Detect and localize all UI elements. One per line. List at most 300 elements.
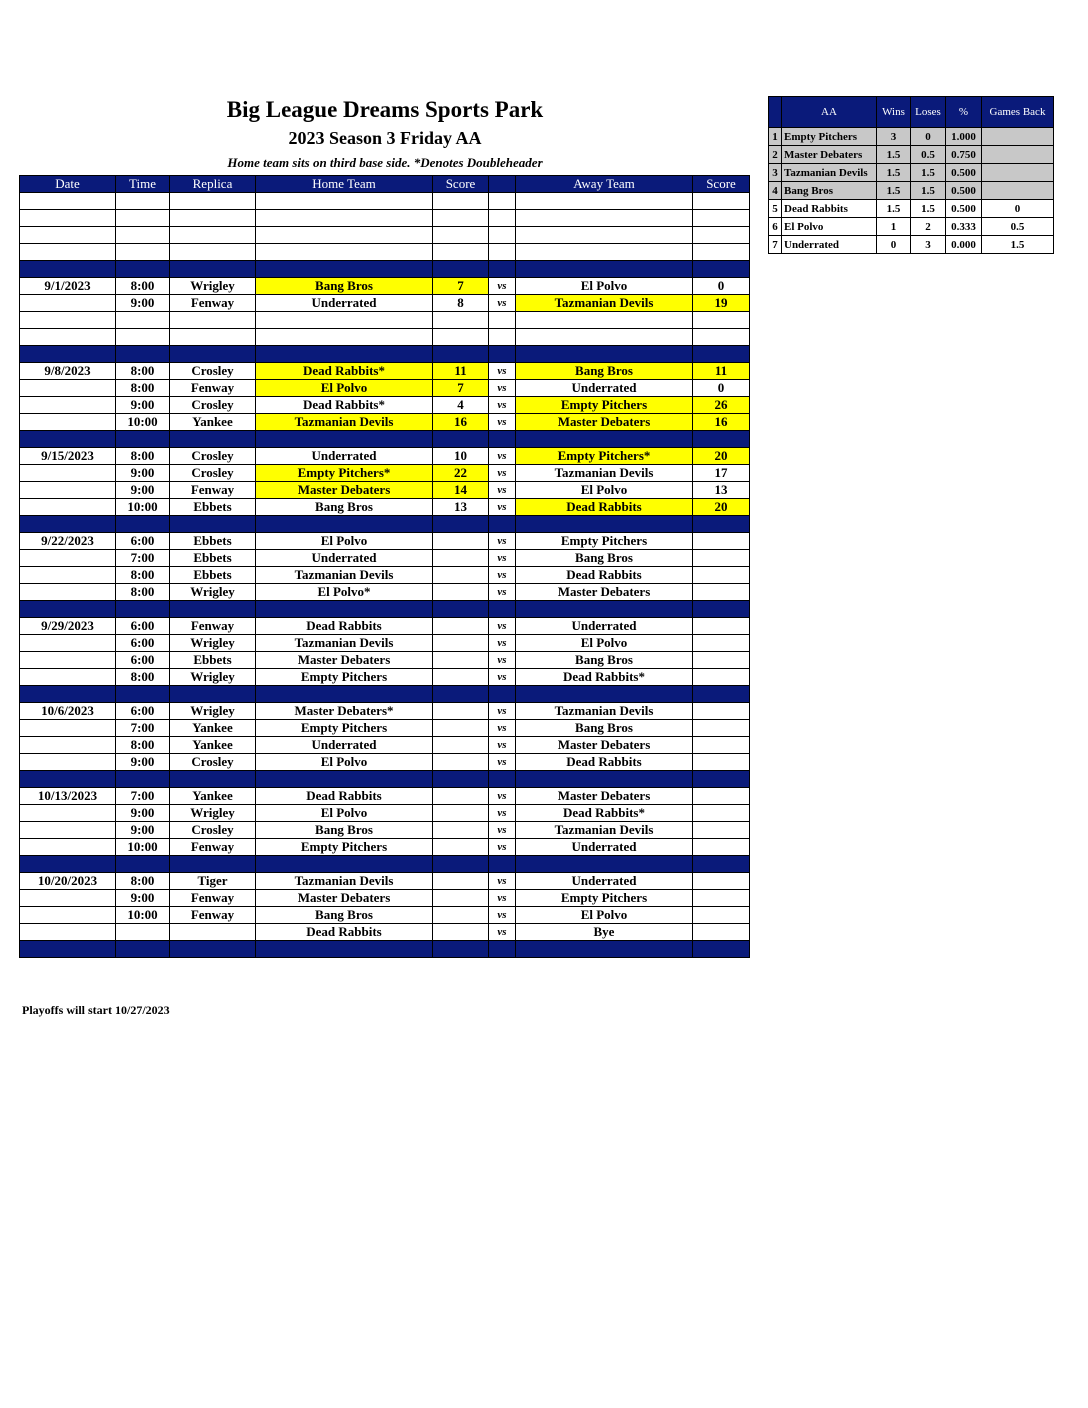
separator-cell [433,261,489,278]
standings-team-cell: Master Debaters [782,146,877,164]
game-home-cell: El Polvo [256,380,433,397]
separator-cell [433,516,489,533]
game-home-cell: Dead Rabbits* [256,363,433,380]
separator-cell [516,601,693,618]
game-replica-cell: Fenway [170,482,256,499]
game-row [20,737,750,754]
separator-cell [516,941,693,958]
game-row [20,278,750,295]
game-as-cell: 16 [693,414,750,431]
separator-cell [516,516,693,533]
game-home-cell: Bang Bros [256,499,433,516]
separator-cell [20,686,116,703]
separator-cell [433,686,489,703]
game-away-cell: Tazmanian Devils [516,703,693,720]
separator-cell [20,346,116,363]
game-replica-cell: Fenway [170,295,256,312]
game-hs-cell: 16 [433,414,489,431]
game-vs-cell [489,312,516,329]
game-vs-cell: vs [489,618,516,635]
game-replica-cell: Crosley [170,822,256,839]
game-as-cell [693,839,750,856]
game-time-cell: 9:00 [116,482,170,499]
game-vs-cell: vs [489,465,516,482]
standings-header-cell: Wins [877,97,911,128]
game-hs-cell: 11 [433,363,489,380]
schedule-header-cell: Home Team [256,176,433,193]
game-time-cell: 6:00 [116,635,170,652]
game-replica-cell: Crosley [170,397,256,414]
game-home-cell [256,227,433,244]
standings-header-row [769,97,1054,128]
game-replica-cell: Wrigley [170,584,256,601]
game-away-cell: Master Debaters [516,788,693,805]
game-away-cell: Dead Rabbits [516,499,693,516]
separator-cell [116,261,170,278]
game-date-cell [20,414,116,431]
playoffs-note: Playoffs will start 10/27/2023 [22,1003,170,1017]
standings-row [769,128,1054,146]
game-as-cell [693,924,750,941]
game-as-cell [693,737,750,754]
standings-gb-cell [982,182,1054,200]
separator-cell [489,941,516,958]
game-away-cell: Bye [516,924,693,941]
game-home-cell: Master Debaters [256,652,433,669]
game-row [20,703,750,720]
game-replica-cell: Wrigley [170,669,256,686]
game-vs-cell: vs [489,533,516,550]
game-time-cell: 9:00 [116,822,170,839]
game-row [20,907,750,924]
game-time-cell: 9:00 [116,295,170,312]
game-time-cell: 6:00 [116,533,170,550]
game-row [20,720,750,737]
game-row [20,890,750,907]
game-row [20,669,750,686]
game-time-cell: 9:00 [116,805,170,822]
game-replica-cell: Yankee [170,737,256,754]
game-time-cell: 8:00 [116,567,170,584]
game-vs-cell: vs [489,805,516,822]
game-away-cell: Empty Pitchers [516,397,693,414]
standings-gb-cell: 0.5 [982,218,1054,236]
standings-wins-cell: 0 [877,236,911,254]
game-vs-cell: vs [489,584,516,601]
game-time-cell [116,244,170,261]
game-replica-cell [170,329,256,346]
game-hs-cell: 10 [433,448,489,465]
game-away-cell: Underrated [516,380,693,397]
game-time-cell: 8:00 [116,448,170,465]
standings-loses-cell: 1.5 [911,164,946,182]
game-home-cell: El Polvo [256,533,433,550]
game-home-cell: Bang Bros [256,907,433,924]
game-date-cell: 9/1/2023 [20,278,116,295]
game-away-cell: Empty Pitchers [516,533,693,550]
game-vs-cell: vs [489,907,516,924]
game-home-cell: Tazmanian Devils [256,873,433,890]
game-time-cell [116,329,170,346]
separator-cell [433,941,489,958]
game-date-cell [20,244,116,261]
game-vs-cell: vs [489,278,516,295]
game-away-cell: El Polvo [516,482,693,499]
separator-cell [256,261,433,278]
game-time-cell [116,210,170,227]
game-row [20,805,750,822]
game-row [20,210,750,227]
schedule-header-cell: Away Team [516,176,693,193]
game-row [20,482,750,499]
game-as-cell [693,822,750,839]
game-date-cell [20,567,116,584]
game-replica-cell: Crosley [170,448,256,465]
game-date-cell [20,397,116,414]
separator-cell [20,856,116,873]
separator-cell [170,941,256,958]
game-replica-cell [170,244,256,261]
game-date-cell [20,635,116,652]
standings-team-cell: Bang Bros [782,182,877,200]
game-time-cell: 9:00 [116,397,170,414]
game-replica-cell: Ebbets [170,499,256,516]
game-home-cell: Empty Pitchers [256,839,433,856]
game-away-cell: Empty Pitchers [516,890,693,907]
separator-cell [20,516,116,533]
standings-rank-cell: 1 [769,128,782,146]
game-as-cell [693,890,750,907]
separator-cell [433,856,489,873]
game-away-cell: Bang Bros [516,720,693,737]
separator-cell [20,261,116,278]
game-home-cell: Underrated [256,295,433,312]
game-date-cell: 9/15/2023 [20,448,116,465]
game-away-cell: Master Debaters [516,737,693,754]
game-home-cell: Bang Bros [256,278,433,295]
game-away-cell: Bang Bros [516,363,693,380]
game-away-cell: Bang Bros [516,652,693,669]
standings-wins-cell: 1.5 [877,200,911,218]
week-separator-row [20,346,750,363]
game-hs-cell [433,635,489,652]
game-away-cell [516,312,693,329]
separator-cell [170,346,256,363]
game-away-cell: Tazmanian Devils [516,295,693,312]
game-home-cell [256,193,433,210]
separator-cell [116,601,170,618]
standings-wins-cell: 3 [877,128,911,146]
game-vs-cell: vs [489,550,516,567]
game-row [20,312,750,329]
game-date-cell [20,805,116,822]
separator-cell [116,856,170,873]
game-time-cell: 10:00 [116,907,170,924]
game-hs-cell: 8 [433,295,489,312]
standings-team-cell: El Polvo [782,218,877,236]
game-time-cell: 6:00 [116,618,170,635]
game-hs-cell [433,720,489,737]
game-away-cell: Tazmanian Devils [516,822,693,839]
game-replica-cell: Yankee [170,788,256,805]
game-hs-cell [433,550,489,567]
game-away-cell: Bang Bros [516,550,693,567]
game-away-cell [516,227,693,244]
game-replica-cell: Tiger [170,873,256,890]
standings-gb-cell [982,164,1054,182]
game-replica-cell: Fenway [170,839,256,856]
week-separator-row [20,261,750,278]
game-vs-cell: vs [489,788,516,805]
game-vs-cell [489,193,516,210]
game-hs-cell [433,533,489,550]
game-hs-cell [433,822,489,839]
game-home-cell [256,329,433,346]
game-time-cell: 10:00 [116,499,170,516]
schedule-table [19,175,750,958]
game-as-cell [693,907,750,924]
game-date-cell [20,839,116,856]
game-vs-cell: vs [489,737,516,754]
game-hs-cell: 7 [433,278,489,295]
game-vs-cell: vs [489,822,516,839]
game-hs-cell [433,669,489,686]
separator-cell [693,431,750,448]
game-vs-cell: vs [489,890,516,907]
separator-cell [256,346,433,363]
game-time-cell [116,924,170,941]
separator-cell [693,601,750,618]
standings-row [769,200,1054,218]
game-hs-cell [433,193,489,210]
game-as-cell [693,567,750,584]
game-home-cell: Dead Rabbits [256,788,433,805]
game-row [20,363,750,380]
game-date-cell [20,737,116,754]
game-replica-cell [170,312,256,329]
game-as-cell: 20 [693,499,750,516]
game-row [20,380,750,397]
game-row [20,244,750,261]
separator-cell [693,346,750,363]
separator-cell [256,431,433,448]
game-home-cell: Dead Rabbits [256,618,433,635]
separator-cell [516,431,693,448]
game-as-cell [693,329,750,346]
standings-row [769,182,1054,200]
game-row [20,822,750,839]
game-as-cell: 17 [693,465,750,482]
separator-cell [693,771,750,788]
standings-rank-cell: 2 [769,146,782,164]
game-vs-cell: vs [489,363,516,380]
week-separator-row [20,856,750,873]
game-time-cell: 8:00 [116,278,170,295]
separator-cell [433,601,489,618]
separator-cell [489,261,516,278]
week-separator-row [20,941,750,958]
separator-cell [516,856,693,873]
game-row [20,397,750,414]
separator-cell [116,431,170,448]
game-replica-cell: Wrigley [170,703,256,720]
game-home-cell [256,312,433,329]
game-replica-cell: Ebbets [170,652,256,669]
game-hs-cell [433,890,489,907]
standings-gb-cell [982,128,1054,146]
game-as-cell [693,754,750,771]
game-away-cell: Dead Rabbits* [516,669,693,686]
game-vs-cell: vs [489,924,516,941]
standings-pct-cell: 0.500 [946,200,982,218]
game-date-cell [20,329,116,346]
separator-cell [116,346,170,363]
schedule-header-cell [489,176,516,193]
game-hs-cell [433,754,489,771]
game-row [20,754,750,771]
game-row [20,414,750,431]
separator-cell [516,771,693,788]
game-vs-cell [489,329,516,346]
game-as-cell [693,720,750,737]
separator-cell [116,941,170,958]
game-replica-cell: Fenway [170,890,256,907]
game-time-cell: 8:00 [116,737,170,754]
game-hs-cell [433,329,489,346]
schedule-header-cell: Time [116,176,170,193]
game-home-cell: Empty Pitchers [256,669,433,686]
game-replica-cell: Ebbets [170,567,256,584]
game-replica-cell: Wrigley [170,635,256,652]
game-replica-cell [170,210,256,227]
standings-rank-cell: 6 [769,218,782,236]
game-hs-cell [433,567,489,584]
separator-cell [693,941,750,958]
game-time-cell: 8:00 [116,669,170,686]
game-vs-cell: vs [489,380,516,397]
game-replica-cell: Yankee [170,414,256,431]
game-time-cell [116,312,170,329]
game-hs-cell: 4 [433,397,489,414]
game-date-cell [20,482,116,499]
standings-pct-cell: 0.500 [946,182,982,200]
game-date-cell: 9/22/2023 [20,533,116,550]
game-home-cell: El Polvo [256,754,433,771]
game-date-cell: 10/20/2023 [20,873,116,890]
game-replica-cell: Fenway [170,618,256,635]
game-hs-cell [433,873,489,890]
game-away-cell: Master Debaters [516,414,693,431]
standings-wins-cell: 1 [877,218,911,236]
game-row [20,839,750,856]
separator-cell [489,346,516,363]
game-hs-cell: 14 [433,482,489,499]
standings-wins-cell: 1.5 [877,146,911,164]
separator-cell [489,856,516,873]
game-vs-cell: vs [489,414,516,431]
separator-cell [116,686,170,703]
standings-header-cell: % [946,97,982,128]
game-time-cell: 8:00 [116,584,170,601]
game-away-cell: El Polvo [516,635,693,652]
game-date-cell [20,720,116,737]
standings-loses-cell: 2 [911,218,946,236]
game-date-cell [20,924,116,941]
separator-cell [516,686,693,703]
game-vs-cell: vs [489,754,516,771]
standings-wins-cell: 1.5 [877,164,911,182]
standings-team-cell: Tazmanian Devils [782,164,877,182]
game-away-cell: Underrated [516,618,693,635]
game-home-cell [256,210,433,227]
separator-cell [693,261,750,278]
game-row [20,499,750,516]
game-replica-cell: Fenway [170,907,256,924]
separator-cell [170,686,256,703]
game-time-cell [116,193,170,210]
standings-rank-cell: 4 [769,182,782,200]
game-date-cell [20,669,116,686]
separator-cell [170,856,256,873]
game-away-cell: Tazmanian Devils [516,465,693,482]
schedule-header-row [20,176,750,193]
page-subtitle: 2023 Season 3 Friday AA [288,128,482,148]
game-hs-cell [433,924,489,941]
game-away-cell: Underrated [516,873,693,890]
schedule-header-cell: Score [433,176,489,193]
game-time-cell: 10:00 [116,839,170,856]
game-hs-cell [433,788,489,805]
game-away-cell: Underrated [516,839,693,856]
game-vs-cell [489,210,516,227]
separator-cell [20,771,116,788]
standings-header-cell: Loses [911,97,946,128]
game-date-cell [20,652,116,669]
standings-team-cell: Dead Rabbits [782,200,877,218]
game-replica-cell: Crosley [170,363,256,380]
game-vs-cell: vs [489,567,516,584]
game-away-cell [516,329,693,346]
standings-gb-cell: 1.5 [982,236,1054,254]
game-vs-cell: vs [489,839,516,856]
page-title: Big League Dreams Sports Park [226,97,544,122]
game-hs-cell [433,907,489,924]
game-time-cell: 9:00 [116,890,170,907]
game-time-cell: 8:00 [116,380,170,397]
game-hs-cell [433,839,489,856]
game-home-cell: El Polvo [256,805,433,822]
game-row [20,873,750,890]
game-vs-cell: vs [489,295,516,312]
game-home-cell: Tazmanian Devils [256,635,433,652]
game-date-cell: 10/13/2023 [20,788,116,805]
game-home-cell [256,244,433,261]
standings-team-cell: Underrated [782,236,877,254]
game-vs-cell: vs [489,703,516,720]
game-vs-cell [489,227,516,244]
game-hs-cell [433,805,489,822]
game-away-cell: Master Debaters [516,584,693,601]
separator-cell [489,516,516,533]
separator-cell [256,771,433,788]
week-separator-row [20,601,750,618]
separator-cell [489,771,516,788]
standings-table [768,96,1054,254]
standings-team-cell: Empty Pitchers [782,128,877,146]
game-row [20,635,750,652]
game-date-cell [20,550,116,567]
game-hs-cell [433,312,489,329]
